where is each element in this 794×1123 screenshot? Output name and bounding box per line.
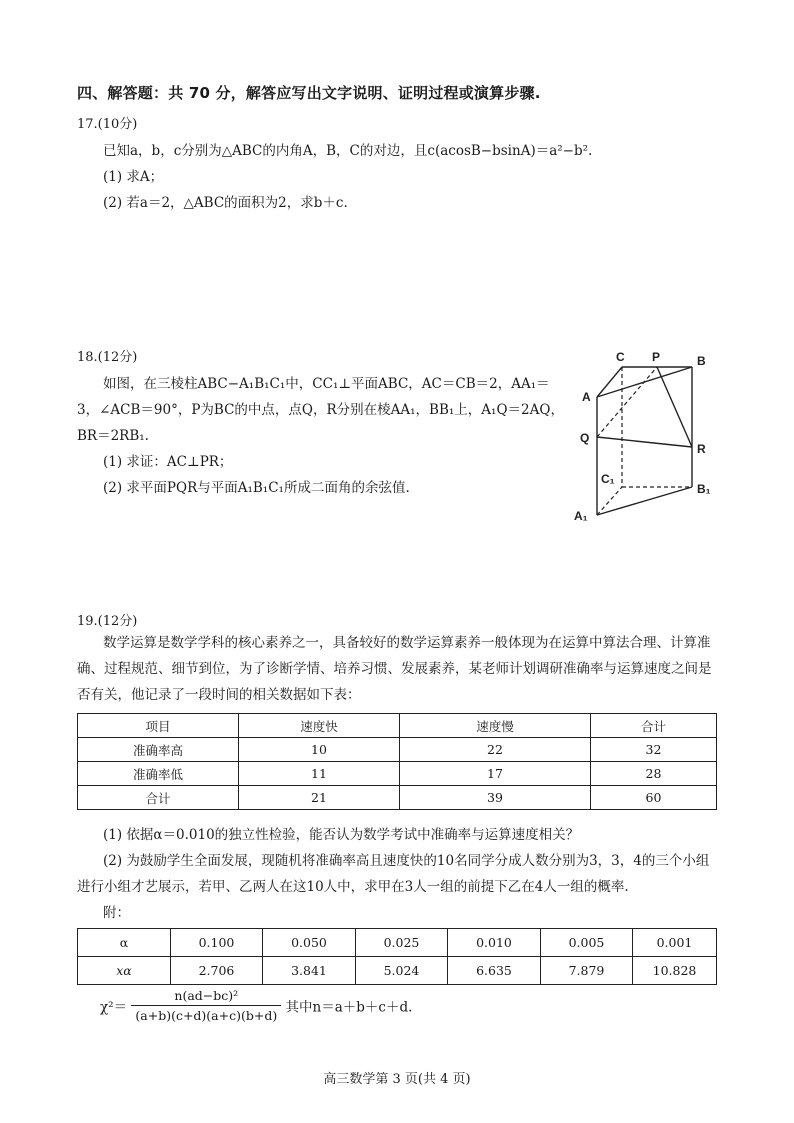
prism-figure [560, 345, 720, 530]
formula-denominator: (a+b)(c+d)(a+c)(b+d) [135, 1008, 278, 1023]
q18-line2: 3，∠ACB＝90°，P为BC的中点，点Q，R分别在棱AA₁，BB₁上，A₁Q＝2AQ， [77, 402, 564, 418]
label-R: R [697, 442, 706, 456]
formula-fraction [131, 988, 281, 1023]
table-cell: 0.005 [541, 929, 633, 957]
table-cell: 合计 [78, 786, 239, 810]
q19-part1: (1) 依据α＝0.010的独立性检验，能否认为数学考试中准确率与运算速度相关？ [103, 827, 580, 843]
table-cell: 0.100 [171, 929, 263, 957]
label-C1: C₁ [601, 472, 615, 486]
table-cell: 60 [591, 786, 717, 810]
table-header-cell: 速度快 [239, 714, 400, 738]
label-C: C [616, 350, 625, 364]
table-cell: 7.879 [541, 957, 633, 985]
table-cell: 6.635 [448, 957, 541, 985]
table-row [78, 762, 717, 786]
label-A: A [582, 390, 591, 404]
table-cell: 3.841 [263, 957, 356, 985]
critical-value-table [77, 928, 717, 985]
section-heading: 四、解答题：共 70 分，解答应写出文字说明、证明过程或演算步骤. [77, 84, 541, 102]
q19-number: 19.(12分) [77, 614, 138, 629]
edge-A1B1 [597, 487, 692, 515]
table-row [78, 786, 717, 810]
q19-paragraph: 数学运算是数学学科的核心素养之一，具备较好的数学运算素养一般体现为在运算中算法合理、计算准确、过程规范、细节到位，为了诊断学情、培养习惯、发展素养，某老师计划调研准确率与运算速度之间是否有关，他记录了一段时间的相关数据如下表： [77, 635, 712, 703]
table-header-cell: 合计 [591, 714, 717, 738]
table-cell: 10 [239, 738, 400, 762]
q19-part2-line2: 进行小组才艺展示，若甲、乙两人在这10人中，求甲在3人一组的前提下乙在4人一组的概率. [77, 879, 629, 895]
table-header-row [78, 714, 717, 738]
table-cell: 5.024 [356, 957, 448, 985]
label-B1: B₁ [697, 482, 711, 496]
table-cell: 28 [591, 762, 717, 786]
table-cell: 21 [239, 786, 400, 810]
table-cell: α [78, 929, 171, 957]
table-cell: 2.706 [171, 957, 263, 985]
q18-part2: (2) 求平面PQR与平面A₁B₁C₁所成二面角的余弦值. [103, 480, 410, 496]
table-cell: 22 [400, 738, 591, 762]
q18-line1: 如图，在三棱柱ABC−A₁B₁C₁中，CC₁⊥平面ABC，AC＝CB＝2，AA₁＝ [103, 376, 550, 392]
label-Q: Q [580, 431, 590, 445]
label-A1: A₁ [574, 509, 588, 523]
edge-PR [657, 367, 692, 447]
table-cell: 0.025 [356, 929, 448, 957]
table-cell: 17 [400, 762, 591, 786]
table-cell: 10.828 [633, 957, 717, 985]
table-cell: 准确率低 [78, 762, 239, 786]
formula-lhs: χ²＝ [100, 999, 128, 1016]
q17-part2: (2) 若a＝2，△ABC的面积为2，求b＋c. [103, 195, 348, 211]
q17-stem: 已知a，b，c分别为△ABC的内角A，B，C的对边，且c(acosB−bsinA)＝a²−b². [103, 143, 593, 159]
page-footer: 高三数学第 3 页(共 4 页) [323, 1072, 471, 1087]
q18-line3: BR＝2RB₁. [77, 428, 149, 444]
table-row [78, 957, 717, 985]
appendix-label: 附： [103, 905, 130, 921]
q17-number: 17.(10分) [77, 117, 138, 132]
q19-part2-line1: (2) 为鼓励学生全面发展，现随机将准确率高且速度快的10名同学分成人数分别为3，3，4的三个小组 [103, 853, 710, 869]
edge-QR [597, 437, 692, 447]
table-cell: xα [78, 957, 171, 985]
table-cell: 0.010 [448, 929, 541, 957]
table-cell: 39 [400, 786, 591, 810]
label-B: B [697, 354, 706, 368]
table-cell: 0.001 [633, 929, 717, 957]
table-row [78, 738, 717, 762]
formula-numerator: n(ad−bc)² [131, 988, 281, 1006]
label-P: P [652, 350, 661, 364]
contingency-table [77, 713, 717, 810]
q18-part1: (1) 求证：AC⊥PR； [103, 454, 233, 470]
table-cell: 准确率高 [78, 738, 239, 762]
table-cell: 0.050 [263, 929, 356, 957]
q17-part1: (1) 求A； [103, 169, 164, 185]
q18-number: 18.(12分) [77, 350, 138, 365]
formula-tail: 其中n＝a＋b＋c＋d. [285, 999, 413, 1016]
table-row [78, 929, 717, 957]
table-cell: 32 [591, 738, 717, 762]
table-header-cell: 速度慢 [400, 714, 591, 738]
edge-QP-hidden [597, 367, 657, 437]
chi-square-formula [100, 988, 412, 1032]
table-cell: 11 [239, 762, 400, 786]
table-header-cell: 项目 [78, 714, 239, 738]
